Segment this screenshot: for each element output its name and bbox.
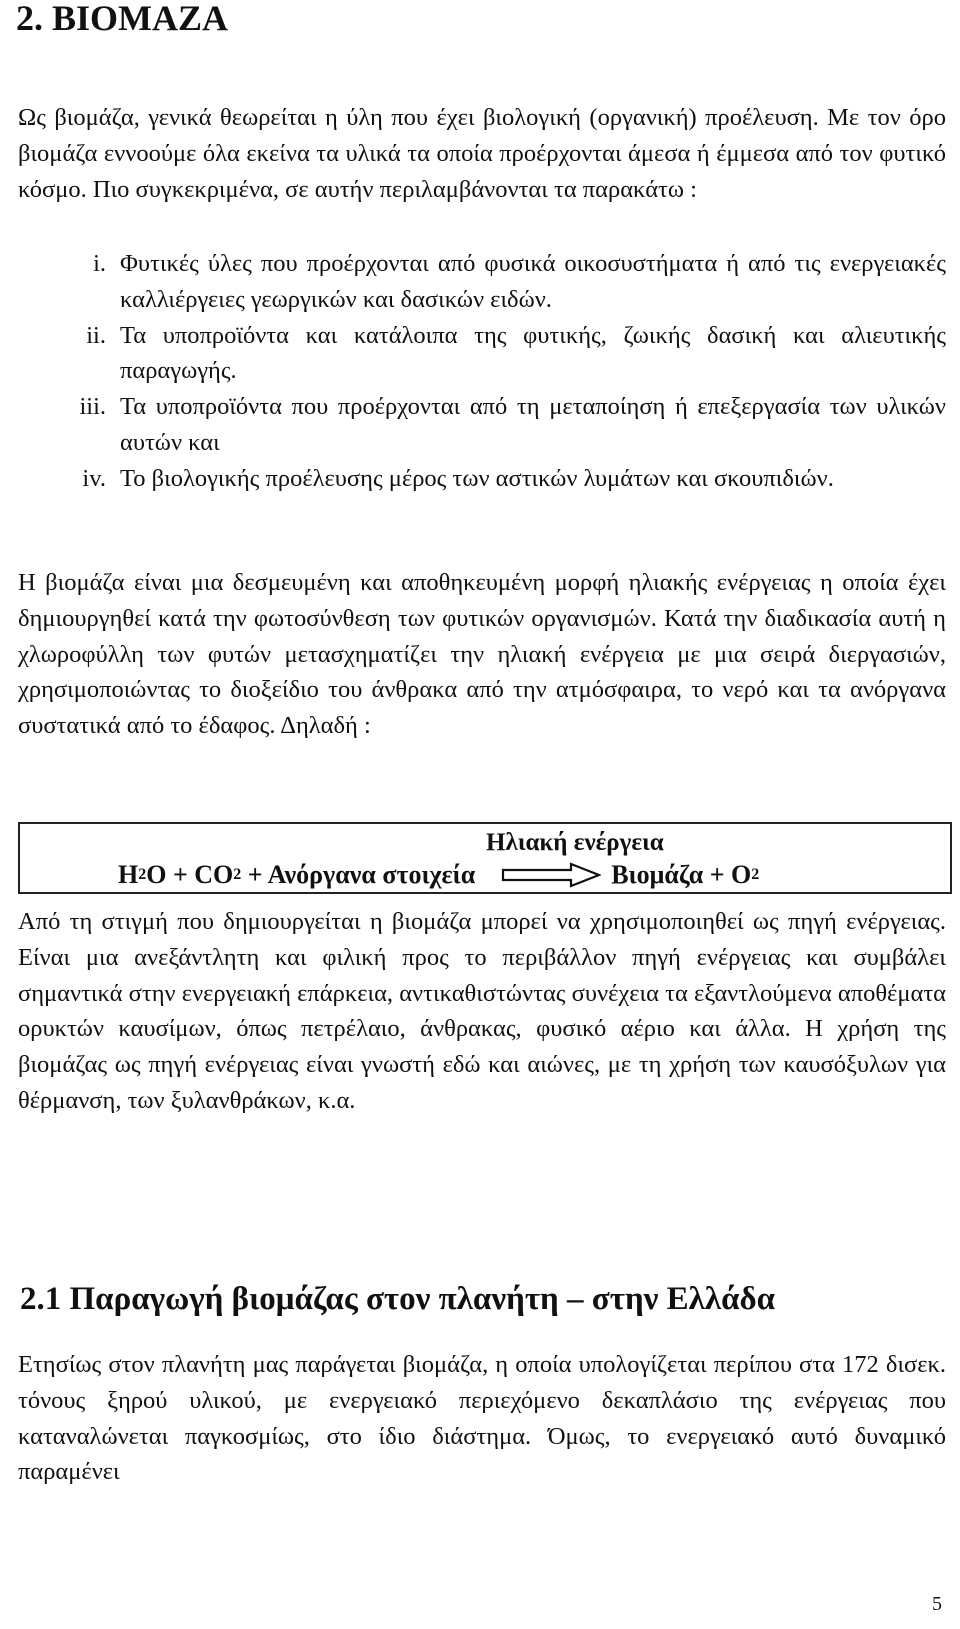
photosynthesis-paragraph: Η βιομάζα είναι μια δεσμευμένη και αποθηκευμένη μορφή ηλιακής ενέργειας η οποία έχει δημιουργηθεί κατά την φωτοσύνθεση των φυτικών οργανισμών. Κατά την διαδικασία αυτή η χλωροφύλλη των φυτών μετασχηματίζει την ηλιακή ενέργεια με μια σειρά διεργασιών, χρησιμοποιώντας το διοξείδιο του άνθρακα από την ατμόσφαιρα, το νερό και τα ανόργανα συστατικά από το έδαφος. Δηλαδή : <box>18 569 946 740</box>
list-item: iv. Το βιολογικής προέλευσης μέρος των αστικών λυμάτων και σκουπιδιών. <box>82 464 834 492</box>
production-paragraph: Ετησίως στον πλανήτη μας παράγεται βιομάζα, η οποία υπολογίζεται περίπου στα 172 δισεκ. τόνους ξηρού υλικού, με ενεργειακό περιεχόμενο δεκαπλάσιο της ενέργειας που καταναλώνεται παγκοσμίως, στο ίδιο διάστημα. Όμως, το ενεργειακό αυτό δυναμικό παραμένει <box>18 1351 946 1486</box>
photosynthesis-formula <box>18 822 952 894</box>
energy-source-paragraph: Από τη στιγμή που δημιουργείται η βιομάζα μπορεί να χρησιμοποιηθεί ως πηγή ενέργειας. Είναι μια ανεξάντλητη και φιλική προς το περιβάλλον πηγή ενέργειας και συμβάλει σημαντικά στην ενεργειακή επάρκεια, αντικαθιστώντας συνέχεια τα εξαντλούμενα αποθέματα ορυκτών καυσίμων, όπως πετρέλαιο, άνθρακας, φυσικό αέριο και άλλα. Η χρήση της βιομάζας ως πηγή ενέργειας είναι γνωστή εδώ και αιώνες, με τη χρήση των καυσόξυλων για θέρμανση, των ξυλανθράκων, κ.α. <box>18 908 946 1114</box>
solar-energy-label: Ηλιακή ενέργεια <box>486 829 664 856</box>
reaction-arrow-icon <box>501 862 601 888</box>
list-item: iii. Τα υποπροϊόντα που προέρχονται από τη μεταποίηση ή επεξεργασία των υλικών αυτών και <box>79 393 946 456</box>
list-item: ii. Τα υποπροϊόντα και κατάλοιπα της φυτικής, ζωικής δασική και αλιευτικής παραγωγής. <box>86 321 946 385</box>
page-number: 5 <box>932 1593 942 1615</box>
list-item: i. Φυτικές ύλες που προέρχονται από φυσικά οικοσυστήματα ή από τις ενεργειακές καλλιέργειες γεωργικών και δασικών ειδών. <box>93 250 946 313</box>
biomass-sources-list <box>18 246 946 497</box>
section-heading: 2.1 Παραγωγή βιομάζας στον πλανήτη – στην Ελλάδα <box>20 1281 776 1317</box>
page-title: 2. ΒΙΟΜΑΖΑ <box>16 0 229 38</box>
intro-paragraph: Ως βιομάζα, γενικά θεωρείται η ύλη που έχει βιολογική (οργανική) προέλευση. Με τον όρο βιομάζα εννοούμε όλα εκείνα τα υλικά τα οποία προέρχονται άμεσα ή έμμεσα από τον φυτικό κόσμο. Πιο συγκεκριμένα, σε αυτήν περιλαμβάνονται τα παρακάτω : <box>18 104 946 203</box>
chemical-equation: H 2 O + CO 2 + Ανόργανα στοιχεία Βιομάζα + O 2 <box>118 860 760 889</box>
